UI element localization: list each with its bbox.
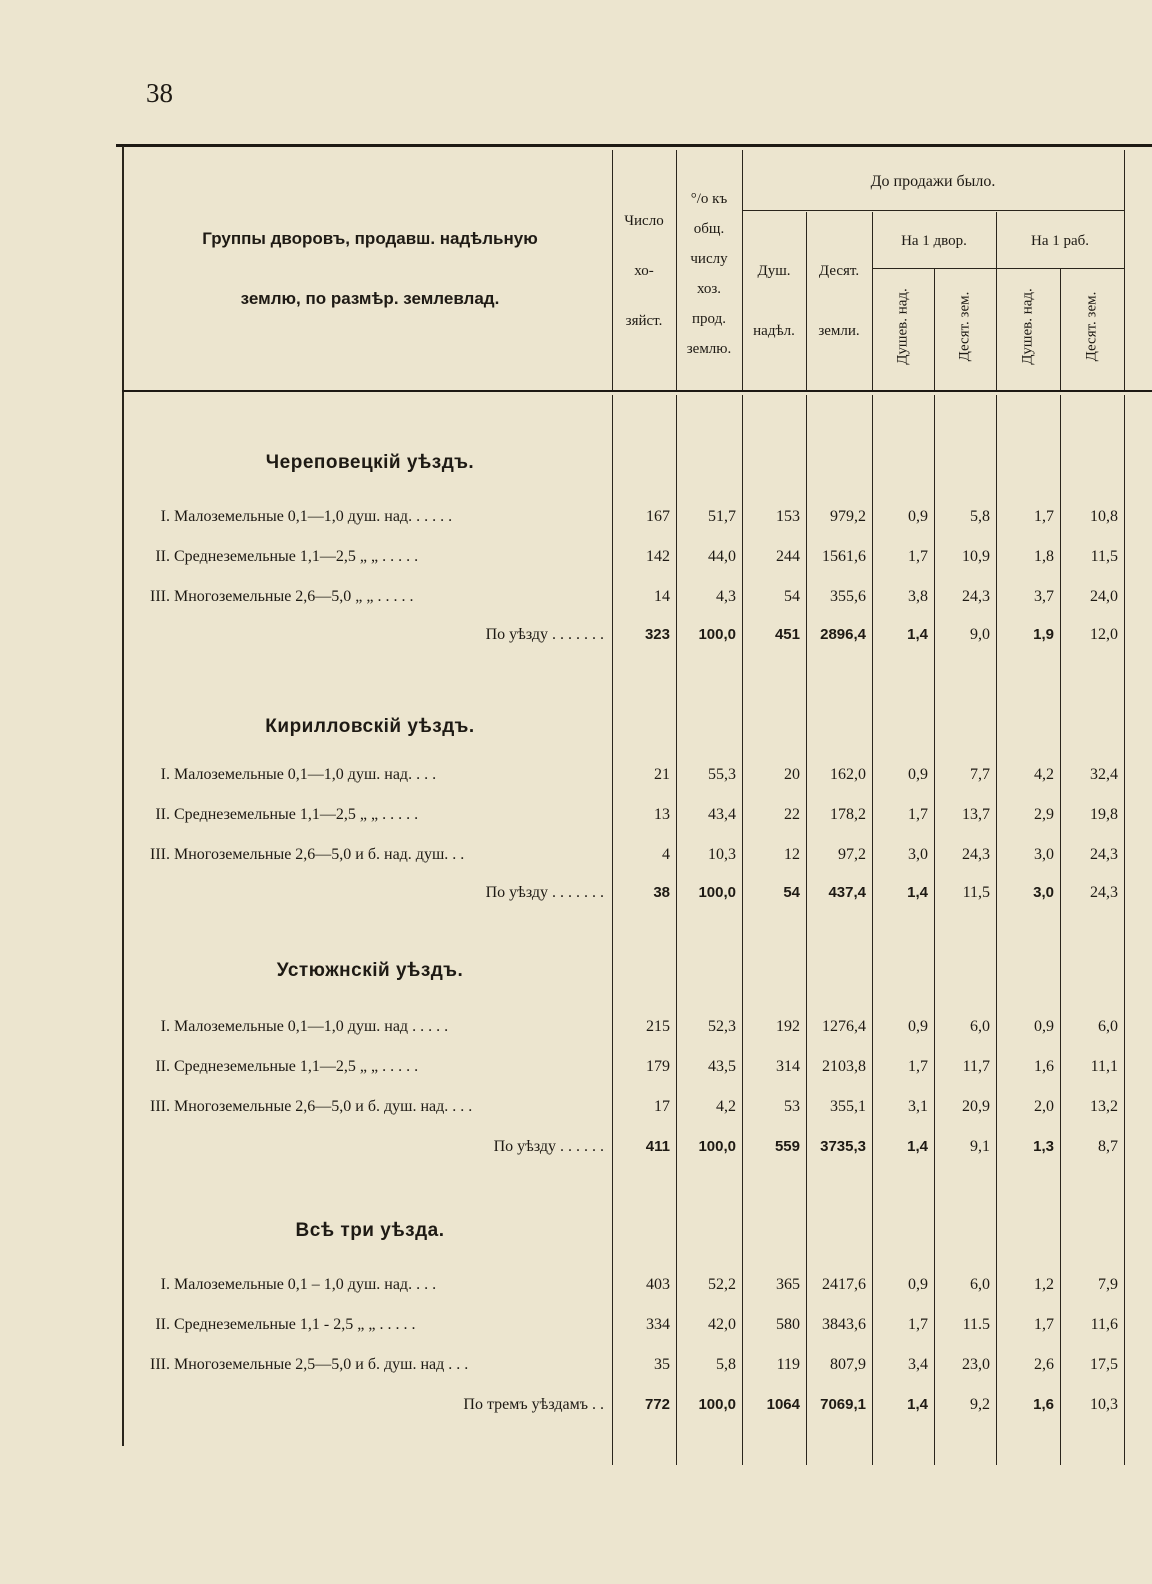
table-cell: 12	[784, 846, 800, 863]
row-label-text: Среднеземельные 1,1—2,5 „ „ . . . . .	[174, 806, 419, 823]
table-cell: 0,9	[908, 1276, 928, 1293]
table-cell: 24,3	[962, 846, 990, 863]
table-cell: 1,7	[908, 1316, 928, 1333]
table-cell: 35	[654, 1356, 670, 1373]
table-cell: 2417,6	[822, 1276, 866, 1293]
table-cell: 6,0	[970, 1276, 990, 1293]
table-cell: 11,7	[962, 1058, 990, 1075]
total-label: По уѣзду . . . . . . .	[485, 884, 604, 901]
total-cell: 7069,1	[820, 1396, 866, 1413]
table-cell: 403	[646, 1276, 670, 1293]
table-row	[0, 806, 1152, 830]
total-cell: 10,3	[1090, 1396, 1118, 1413]
row-label	[134, 766, 604, 784]
table-cell: 2,0	[1034, 1098, 1054, 1115]
table-cell: 334	[646, 1316, 670, 1333]
table-cell: 1,2	[1034, 1276, 1054, 1293]
table-row	[0, 1276, 1152, 1300]
total-cell: 11,5	[962, 884, 990, 901]
page-number: 38	[146, 78, 173, 108]
table-cell: 153	[776, 508, 800, 525]
row-label-text: Малоземельные 0,1—1,0 душ. над . . . . .	[174, 1018, 449, 1035]
pct-header-6: землю.	[686, 341, 732, 357]
section-title: Всѣ три уѣзда.	[295, 1220, 445, 1241]
table-cell: 10,9	[962, 548, 990, 565]
row-label	[134, 806, 604, 824]
table-cell: 32,4	[1090, 766, 1118, 783]
total-cell: 1,4	[907, 1138, 928, 1155]
per-household-header: На 1 двор.	[901, 233, 967, 249]
table-row	[0, 766, 1152, 790]
total-cell: 437,4	[828, 884, 866, 901]
row-label	[134, 1356, 604, 1374]
pct-header-1: °/о къ	[690, 191, 728, 207]
before-sale-header: До продажи было.	[870, 173, 996, 190]
souls-header-1: Душ.	[757, 263, 791, 279]
table-cell: 355,6	[830, 588, 866, 605]
table-cell: 43,4	[708, 806, 736, 823]
total-cell: 1,9	[1033, 626, 1054, 643]
row-label-text: Среднеземельные 1,1 - 2,5 „ „ . . . . .	[174, 1316, 416, 1333]
row-number: I.	[160, 508, 170, 525]
table-cell: 11,5	[1090, 548, 1118, 565]
header-bottom-rule	[122, 390, 1152, 392]
table-cell: 2103,8	[822, 1058, 866, 1075]
table-cell: 1,7	[1034, 1316, 1054, 1333]
table-cell: 2,9	[1034, 806, 1054, 823]
table-cell: 142	[646, 548, 670, 565]
total-cell: 100,0	[698, 884, 736, 901]
total-label: По тремъ уѣздамъ . .	[463, 1396, 604, 1413]
header-divider	[1124, 150, 1125, 390]
total-cell: 8,7	[1098, 1138, 1118, 1155]
row-number: II.	[155, 1058, 170, 1075]
header-divider	[806, 212, 807, 390]
table-cell: 17,5	[1090, 1356, 1118, 1373]
table-cell: 162,0	[830, 766, 866, 783]
table-cell: 1,7	[908, 1058, 928, 1075]
table-cell: 11.5	[962, 1316, 990, 1333]
row-label	[134, 548, 604, 566]
table-cell: 3,1	[908, 1098, 928, 1115]
table-cell: 19,8	[1090, 806, 1118, 823]
row-label	[134, 1098, 604, 1116]
table-cell: 4,2	[716, 1098, 736, 1115]
total-cell: 323	[644, 626, 670, 643]
table-cell: 21	[654, 766, 670, 783]
table-cell: 13	[654, 806, 670, 823]
header-divider	[934, 268, 935, 390]
row-label-text: Малоземельные 0,1—1,0 душ. над. . . . . .	[174, 508, 453, 525]
total-row	[0, 1138, 1152, 1162]
table-cell: 3843,6	[822, 1316, 866, 1333]
total-cell: 9,0	[970, 626, 990, 643]
row-number: III.	[150, 846, 170, 863]
table-cell: 0,9	[1034, 1018, 1054, 1035]
table-cell: 979,2	[830, 508, 866, 525]
header-divider	[1060, 268, 1061, 390]
table-cell: 1,6	[1034, 1058, 1054, 1075]
table-cell: 1,8	[1034, 548, 1054, 565]
table-cell: 44,0	[708, 548, 736, 565]
table-cell: 6,0	[970, 1018, 990, 1035]
total-cell: 24,3	[1090, 884, 1118, 901]
group-header-line1: Группы дворовъ, продавш. надѣльную	[202, 229, 538, 248]
row-number: III.	[150, 588, 170, 605]
table-cell: 13,2	[1090, 1098, 1118, 1115]
table-cell: 1,7	[908, 548, 928, 565]
table-cell: 23,0	[962, 1356, 990, 1373]
row-label	[134, 1058, 604, 1076]
top-rule	[116, 144, 1152, 147]
total-cell: 1,4	[907, 626, 928, 643]
row-number: II.	[155, 548, 170, 565]
table-cell: 580	[776, 1316, 800, 1333]
table-cell: 53	[784, 1098, 800, 1115]
table-cell: 3,0	[1034, 846, 1054, 863]
header-divider-h	[742, 210, 1124, 211]
table-cell: 3,4	[908, 1356, 928, 1373]
table-row	[0, 1058, 1152, 1082]
count-header-3: зяйст.	[625, 313, 663, 329]
total-cell: 1,3	[1033, 1138, 1054, 1155]
row-number: I.	[160, 1276, 170, 1293]
total-cell: 100,0	[698, 1138, 736, 1155]
total-cell: 38	[653, 884, 670, 901]
total-cell: 9,1	[970, 1138, 990, 1155]
row-label	[134, 588, 604, 606]
total-label: По уѣзду . . . . . . .	[485, 626, 604, 643]
desyat-header-2: земли.	[818, 323, 860, 339]
total-cell: 3735,3	[820, 1138, 866, 1155]
row-label	[134, 1018, 604, 1036]
table-cell: 215	[646, 1018, 670, 1035]
total-cell: 559	[774, 1138, 800, 1155]
pct-header-5: прод.	[692, 311, 726, 327]
total-row	[0, 626, 1152, 650]
row-label	[134, 846, 604, 864]
row-number: I.	[160, 766, 170, 783]
table-cell: 167	[646, 508, 670, 525]
total-cell: 451	[774, 626, 800, 643]
table-cell: 179	[646, 1058, 670, 1075]
table-cell: 24,3	[962, 588, 990, 605]
table-cell: 20,9	[962, 1098, 990, 1115]
table-cell: 355,1	[830, 1098, 866, 1115]
table-row	[0, 1018, 1152, 1042]
table-cell: 10,8	[1090, 508, 1118, 525]
total-cell: 2896,4	[820, 626, 866, 643]
table-cell: 1276,4	[822, 1018, 866, 1035]
row-label	[134, 1276, 604, 1294]
count-header-2: хо-	[634, 263, 654, 279]
row-label	[134, 1316, 604, 1334]
row-label-text: Малоземельные 0,1—1,0 душ. над. . . .	[174, 766, 437, 783]
pct-header-3: числу	[690, 251, 728, 267]
table-cell: 52,2	[708, 1276, 736, 1293]
table-cell: 7,9	[1098, 1276, 1118, 1293]
count-header-1: Число	[624, 213, 664, 229]
section-title: Устюжнскій уѣздъ.	[276, 960, 464, 981]
table-cell: 55,3	[708, 766, 736, 783]
row-label-text: Среднеземельные 1,1—2,5 „ „ . . . . .	[174, 1058, 419, 1075]
total-cell: 1064	[766, 1396, 800, 1413]
table-cell: 119	[776, 1356, 800, 1373]
table-row	[0, 1316, 1152, 1340]
table-cell: 11,1	[1090, 1058, 1118, 1075]
table-cell: 97,2	[838, 846, 866, 863]
table-cell: 0,9	[908, 766, 928, 783]
total-cell: 772	[644, 1396, 670, 1413]
section-title: Череповецкій уѣздъ.	[265, 452, 475, 473]
total-row	[0, 1396, 1152, 1420]
row-label	[134, 508, 604, 526]
table-cell: 13,7	[962, 806, 990, 823]
table-cell: 24,0	[1090, 588, 1118, 605]
table-cell: 807,9	[830, 1356, 866, 1373]
table-cell: 43,5	[708, 1058, 736, 1075]
table-cell: 178,2	[830, 806, 866, 823]
table-cell: 5,8	[970, 508, 990, 525]
table-cell: 244	[776, 548, 800, 565]
table-cell: 3,7	[1034, 588, 1054, 605]
total-cell: 411	[645, 1138, 670, 1155]
row-number: III.	[150, 1098, 170, 1115]
table-cell: 5,8	[716, 1356, 736, 1373]
worker-desyat-subheader: Десят. зем.	[1083, 291, 1100, 362]
table-cell: 17	[654, 1098, 670, 1115]
table-cell: 192	[776, 1018, 800, 1035]
table-cell: 42,0	[708, 1316, 736, 1333]
table-cell: 3,0	[908, 846, 928, 863]
row-number: I.	[160, 1018, 170, 1035]
table-cell: 2,6	[1034, 1356, 1054, 1373]
souls-header-2: надѣл.	[753, 323, 795, 339]
total-label: По уѣзду . . . . . .	[493, 1138, 604, 1155]
table-cell: 20	[784, 766, 800, 783]
table-cell: 54	[784, 588, 800, 605]
table-cell: 1,7	[908, 806, 928, 823]
table-cell: 4,3	[716, 588, 736, 605]
pct-header-2: общ.	[693, 221, 725, 237]
total-cell: 9,2	[970, 1396, 990, 1413]
desyat-header-1: Десят.	[818, 263, 860, 279]
table-row	[0, 588, 1152, 612]
table-cell: 22	[784, 806, 800, 823]
table-cell: 4	[662, 846, 670, 863]
table-cell: 0,9	[908, 508, 928, 525]
table-cell: 7,7	[970, 766, 990, 783]
total-cell: 3,0	[1033, 884, 1054, 901]
table-cell: 10,3	[708, 846, 736, 863]
table-cell: 3,8	[908, 588, 928, 605]
table-cell: 11,6	[1090, 1316, 1118, 1333]
row-label-text: Многоземельные 2,5—5,0 и б. душ. над . . .	[174, 1356, 469, 1373]
row-number: II.	[155, 1316, 170, 1333]
row-label-text: Малоземельные 0,1 – 1,0 душ. над. . . .	[174, 1276, 437, 1293]
table-row	[0, 846, 1152, 870]
total-cell: 1,4	[907, 884, 928, 901]
table-cell: 1,7	[1034, 508, 1054, 525]
row-number: III.	[150, 1356, 170, 1373]
table-cell: 4,2	[1034, 766, 1054, 783]
total-row	[0, 884, 1152, 908]
table-cell: 52,3	[708, 1018, 736, 1035]
table-border-left	[122, 146, 124, 1446]
table-cell: 14	[654, 588, 670, 605]
row-number: II.	[155, 806, 170, 823]
table-cell: 24,3	[1090, 846, 1118, 863]
pct-header-4: хоз.	[696, 281, 722, 297]
household-desyat-subheader: Десят. зем.	[956, 291, 973, 362]
table-cell: 6,0	[1098, 1018, 1118, 1035]
table-cell: 0,9	[908, 1018, 928, 1035]
total-cell: 54	[783, 884, 800, 901]
table-cell: 365	[776, 1276, 800, 1293]
table-cell: 1561,6	[822, 548, 866, 565]
household-souls-subheader: Душев. над.	[894, 288, 911, 365]
total-cell: 100,0	[698, 1396, 736, 1413]
row-label-text: Среднеземельные 1,1—2,5 „ „ . . . . .	[174, 548, 419, 565]
total-cell: 1,6	[1033, 1396, 1054, 1413]
total-cell: 1,4	[907, 1396, 928, 1413]
row-label-text: Многоземельные 2,6—5,0 и б. над. душ. . .	[174, 846, 465, 863]
row-label-text: Многоземельные 2,6—5,0 „ „ . . . . .	[174, 588, 414, 605]
table-row	[0, 548, 1152, 572]
worker-souls-subheader: Душев. над.	[1019, 288, 1036, 365]
total-cell: 12,0	[1090, 626, 1118, 643]
row-label-text: Многоземельные 2,6—5,0 и б. душ. над. . . .	[174, 1098, 473, 1115]
table-row	[0, 1356, 1152, 1380]
table-row	[0, 508, 1152, 532]
section-title: Кирилловскій уѣздъ.	[265, 716, 475, 737]
total-cell: 100,0	[698, 626, 736, 643]
table-row	[0, 1098, 1152, 1122]
group-header-line2: землю, по размѣр. землевлад.	[240, 289, 500, 308]
table-cell: 314	[776, 1058, 800, 1075]
per-worker-header: На 1 раб.	[1030, 233, 1090, 249]
table-cell: 51,7	[708, 508, 736, 525]
